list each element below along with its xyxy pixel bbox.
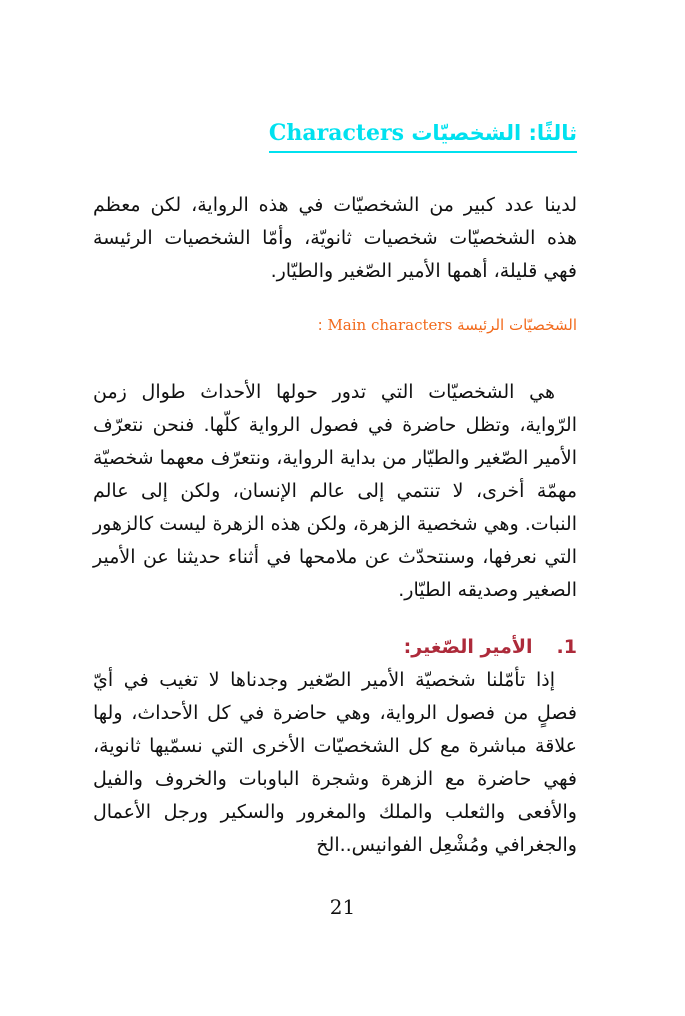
little-prince-paragraph: إذا تأمّلنا شخصيّة الأمير الصّغير وجدناها لا تغيب في أيّ فصلٍ من فصول الرواية، وهي حاضرة في كل الأحداث، ولها علاقة مباشرة مع كل الشخصيّات الأخرى التي نسمّيها ثانوية، فهي حاضرة مع الزهرة وشجرة الباوبات والخروف والفيل والأفعى والثعلب والملك والمغرور والسكير ورجل الأعمال والجغرافي ومُشْعِل الفوانيس..الخ bbox=[93, 669, 577, 856]
intro-paragraph: لدينا عدد كبير من الشخصيّات في هذه الرواية، لكن معظم هذه الشخصيّات شخصيات ثانويّة، وأمّا الشخصيات الرئيسة فهي قليلة، أهمها الأمير الصّغير والطيّار. bbox=[93, 194, 577, 282]
main-characters-subheading bbox=[93, 314, 577, 336]
main-characters-paragraph: هي الشخصيّات التي تدور حولها الأحداث طوال زمن الرّواية، وتظل حاضرة في فصول الرواية كلّها. فنحن نتعرّف الأمير الصّغير والطيّار من بداية الرواية، ونتعرّف معهما شخصيّة مهمّة أخرى، لا تنتمي إلى عالم الإنسان، ولكن إلى عالم النبات. وهي شخصية الزهرة، ولكن هذه الزهرة ليست كالزهور التي نعرفها، وسنتحدّث عن ملامحها في أثناء حديثنا عن الأمير الصغير وصديقه الطيّار. bbox=[93, 381, 577, 601]
section-heading-text: الأمير الصّغير: bbox=[403, 636, 533, 658]
section-number: 1. bbox=[556, 636, 577, 658]
subheading-colon: : bbox=[317, 316, 323, 334]
section-title-latin: Characters bbox=[268, 120, 405, 146]
page-number: 21 bbox=[329, 895, 356, 919]
numbered-section-heading bbox=[93, 631, 577, 664]
subheading-latin: Main characters bbox=[327, 316, 453, 334]
page-content bbox=[93, 0, 577, 862]
section-title-underlined bbox=[269, 118, 577, 153]
subheading-arabic: الشخصيّات الرئيسة bbox=[457, 316, 577, 334]
section-title bbox=[93, 118, 577, 153]
section-title-arabic: ثالثًا: الشخصيّات bbox=[411, 121, 577, 145]
